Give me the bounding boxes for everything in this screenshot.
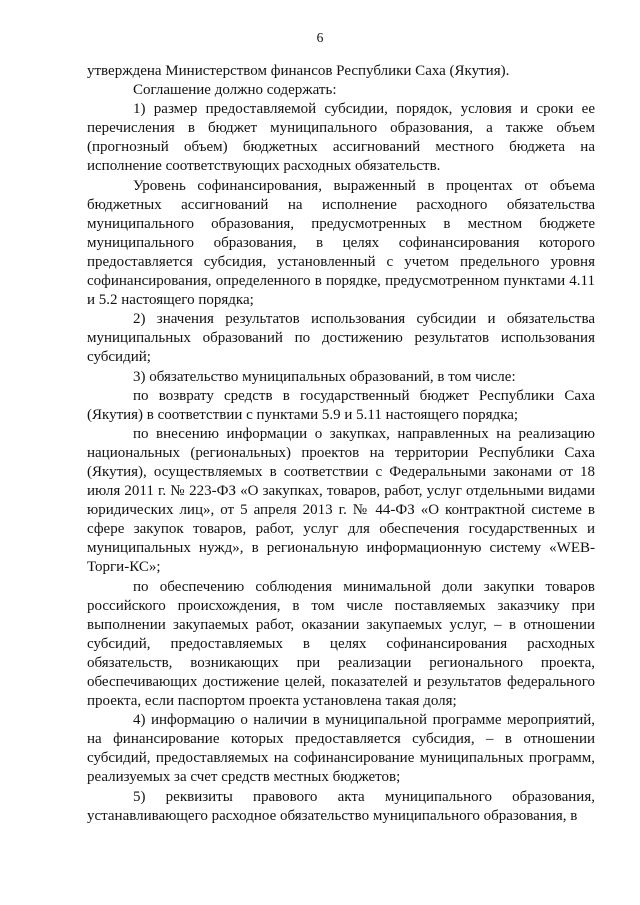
document-body <box>87 62 595 826</box>
paragraph-item-2: 2) значения результатов использования субсидии и обязательства муниципальных образований по достижению результатов использования субсидий; <box>87 311 595 366</box>
paragraph-item-4: 4) информацию о наличии в муниципальной программе мероприятий, на финансирование которых предоставляется субсидия, – в отношении субсидий, предоставляемых на софинансирование муниципальных программ, реализуемых за счет средств местных бюджетов; <box>87 712 595 786</box>
paragraph-russian-goods-share: по обеспечению соблюдения минимальной доли закупки товаров российского происхождения, в том числе поставляемых заказчику при выполнении закупаемых работ, оказании закупаемых услуг, – в отношении субсидий, предоставляемых в целях софинансирования расходных обязательств, возникающих при реализации регионального проекта, обеспечивающих достижение целей, показателей и результатов федерального проекта, если паспортом проекта установлена такая доля; <box>87 578 595 710</box>
paragraph-refund-obligation: по возврату средств в государственный бюджет Республики Саха (Якутия) в соответствии с пунктами 5.9 и 5.11 настоящего порядка; <box>87 387 595 423</box>
paragraph-item-5: 5) реквизиты правового акта муниципального образования, устанавливающего расходное обязательство муниципального образования, в <box>87 788 595 824</box>
paragraph-agreement-intro: Соглашение должно содержать: <box>133 82 337 99</box>
paragraph-approval-line: утверждена Министерством финансов Республики Саха (Якутия). <box>87 63 510 79</box>
paragraph-item-3: 3) обязательство муниципальных образований, в том числе: <box>133 368 516 385</box>
paragraph-cofinancing-level: Уровень софинансирования, выраженный в процентах от объема бюджетных ассигнований на исполнение расходного обязательства муниципального образования, предусмотренных в местном бюджете муниципального образования, в целях софинансирования которого предоставляется субсидия, установленный с учетом предельного уровня софинансирования, определенного в порядке, предусмотренном пунктами 4.11 и 5.2 настоящего порядка; <box>87 177 595 309</box>
paragraph-item-1: 1) размер предоставляемой субсидии, порядок, условия и сроки ее перечисления в бюджет муниципального образования, а также объем (прогнозный объем) бюджетных ассигнований местного бюджета на исполнение соответствующих расходных обязательств. <box>87 101 595 175</box>
page-number: 6 <box>316 30 324 45</box>
paragraph-procurement-info: по внесению информации о закупках, направленных на реализацию национальных (региональных) проектов на территории Республики Саха (Якутия), осуществляемых в соответствии с Федеральными законами от 18 июля 2011 г. № 223-ФЗ «О закупках, товаров, работ, услуг отдельными видами юридических лиц», от 5 апреля 2013 г. № 44-ФЗ «О контрактной системе в сфере закупок товаров, работ, услуг для обеспечения государственных и муниципальных нужд», в региональную информационную систему «WEB-Торги-КС»; <box>87 425 595 576</box>
